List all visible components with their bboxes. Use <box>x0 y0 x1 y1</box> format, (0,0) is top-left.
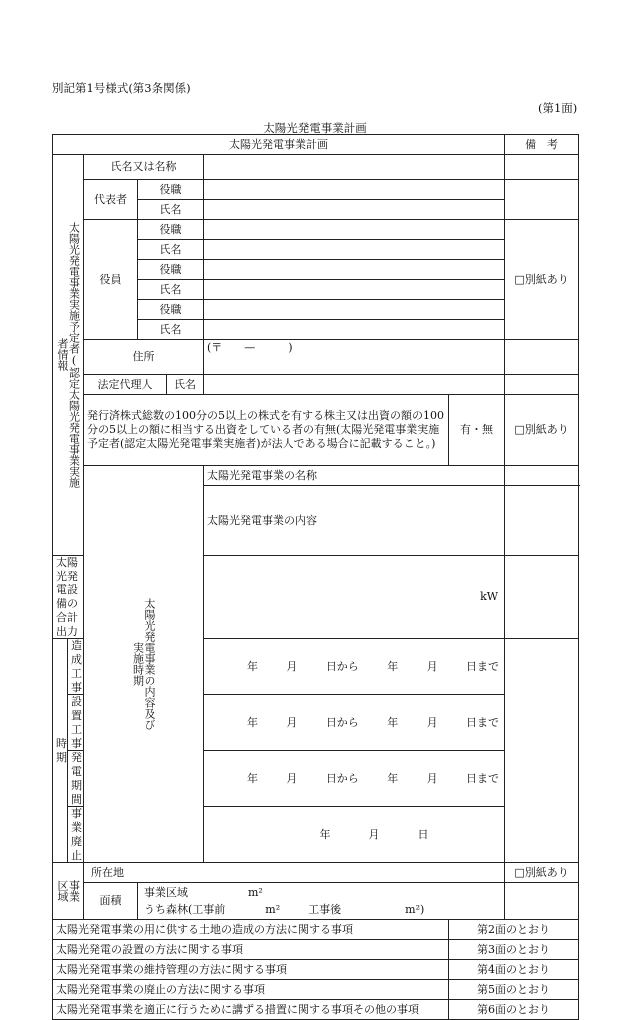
name-label: 氏名又は名称 <box>84 155 204 180</box>
ref-page-0: 第2面のとおり <box>449 920 579 940</box>
name-field[interactable] <box>204 155 505 180</box>
project-name-field[interactable] <box>505 466 579 486</box>
location-row[interactable] <box>84 863 505 883</box>
abolition-date[interactable]: 年 月 日 <box>204 807 505 863</box>
page-title: 太陽光発電事業計画 <box>263 121 367 135</box>
officer3-position-field[interactable] <box>204 300 505 320</box>
capacity-remarks[interactable] <box>505 555 579 639</box>
shareholder-yes-no[interactable]: 有・無 <box>449 395 505 466</box>
officers-label: 役員 <box>84 220 138 340</box>
officer2-position-label: 役職 <box>138 260 204 280</box>
name-remarks[interactable] <box>505 155 579 180</box>
officer3-name-field[interactable] <box>204 320 505 340</box>
abolition-label: 事業廃止 <box>68 807 84 863</box>
form-reference: 別記第1号様式(第3条関係) <box>52 81 191 95</box>
representative-label: 代表者 <box>84 180 138 220</box>
rep-position-label: 役職 <box>138 180 204 200</box>
rep-position-field[interactable] <box>204 180 505 200</box>
area-unit-1: m² <box>248 886 263 900</box>
ref-page-2: 第4面のとおり <box>449 960 579 980</box>
schedule-row-2-dates[interactable]: 年 月 日から 年 月 日まで <box>204 751 505 807</box>
section-content-label: 太陽光発電事業の内容及び 実施時期 <box>84 466 204 863</box>
legal-agent-field[interactable] <box>204 375 505 395</box>
officer1-name-field[interactable] <box>204 240 505 260</box>
schedule-row-0-label: 造成工事 <box>68 639 84 695</box>
plan-form-table <box>52 134 579 1020</box>
shareholder-question: 発行済株式総数の100分の5以上の株式を有する株主又は出資の額の100分の5以上の額に相当する出資をしている者の有無(太陽光発電事業実施予定者(認定太陽光発電事業実施者)が法人である場合に記載すること。) <box>84 395 449 466</box>
capacity-unit: kW <box>480 590 499 604</box>
officer3-position-label: 役職 <box>138 300 204 320</box>
project-content-field[interactable] <box>505 486 579 556</box>
ref-page-3: 第5面のとおり <box>449 980 579 1000</box>
area-unit-3: m² <box>405 903 420 917</box>
schedule-row-1-dates[interactable]: 年 月 日から 年 月 日まで <box>204 695 505 751</box>
rep-remarks[interactable] <box>505 180 579 220</box>
ref-item-0: 太陽光発電事業の用に供する土地の造成の方法に関する事項 <box>53 920 449 940</box>
project-name-label: 太陽光発電事業の名称 <box>204 466 505 486</box>
location-attachment-note: □別紙あり <box>505 863 579 883</box>
officer1-name-label: 氏名 <box>138 240 204 260</box>
project-content-label: 太陽光発電事業の内容 <box>204 486 505 556</box>
area-line1-label: 事業区域 <box>144 886 188 900</box>
area-unit-2: m² <box>265 903 281 917</box>
rep-name-label: 氏名 <box>138 200 204 220</box>
legal-agent-label: 法定代理人 <box>84 375 167 394</box>
area-field[interactable]: 事業区域 m² うち森林(工事前 m² 工事後 m²) <box>138 883 505 920</box>
ref-item-1: 太陽光発電の設置の方法に関する事項 <box>53 940 449 960</box>
location-label: 所在地 <box>91 865 124 879</box>
officer2-name-field[interactable] <box>204 280 505 300</box>
schedule-remarks[interactable] <box>505 639 579 863</box>
ref-item-3: 太陽光発電事業の廃止の方法に関する事項 <box>53 980 449 1000</box>
postal-code: (〒 — ) <box>207 341 293 354</box>
area-line2-post: 工事後 <box>308 903 342 917</box>
legal-agent-cell <box>84 375 204 395</box>
capacity-label: 太陽光発電設備の合計出力 <box>53 555 84 639</box>
schedule-row-2-label: 発電期間 <box>68 751 84 807</box>
legal-agent-remarks[interactable] <box>505 375 579 395</box>
ref-item-4: 太陽光発電事業を適正に行うために講ずる措置に関する事項その他の事項 <box>53 1000 449 1020</box>
officer1-position-field[interactable] <box>204 220 505 240</box>
section-area-label: 事業 区域 <box>53 863 84 920</box>
officer3-name-label: 氏名 <box>138 320 204 340</box>
ref-item-2: 太陽光発電事業の維持管理の方法に関する事項 <box>53 960 449 980</box>
officer2-position-field[interactable] <box>204 260 505 280</box>
ref-page-1: 第3面のとおり <box>449 940 579 960</box>
page-number: (第1面) <box>538 101 578 115</box>
address-label: 住所 <box>84 340 204 375</box>
ref-page-4: 第6面のとおり <box>449 1000 579 1020</box>
table-head-main: 太陽光発電事業計画 <box>53 135 505 155</box>
shareholder-attachment-note: □別紙あり <box>505 395 579 466</box>
section-operator-label: 太陽光発電事業実施予定者(認定太陽光発電事業実施 者情報 <box>53 155 84 556</box>
area-remarks[interactable] <box>505 883 579 920</box>
schedule-row-0-dates[interactable]: 年 月 日から 年 月 日まで <box>204 639 505 695</box>
table-head-remarks: 備 考 <box>505 135 579 155</box>
area-line2-pre: うち森林(工事前 <box>144 903 226 917</box>
area-label: 面積 <box>84 883 138 920</box>
schedule-row-1-label: 設置工事 <box>68 695 84 751</box>
address-remarks[interactable] <box>505 340 579 375</box>
period-label: 時期 <box>53 639 68 863</box>
legal-agent-name-label: 氏名 <box>174 377 196 391</box>
capacity-field[interactable] <box>204 555 505 639</box>
officer2-name-label: 氏名 <box>138 280 204 300</box>
officer1-position-label: 役職 <box>138 220 204 240</box>
rep-name-field[interactable] <box>204 200 505 220</box>
officers-attachment-note: □別紙あり <box>505 220 579 340</box>
address-field[interactable] <box>204 340 505 375</box>
